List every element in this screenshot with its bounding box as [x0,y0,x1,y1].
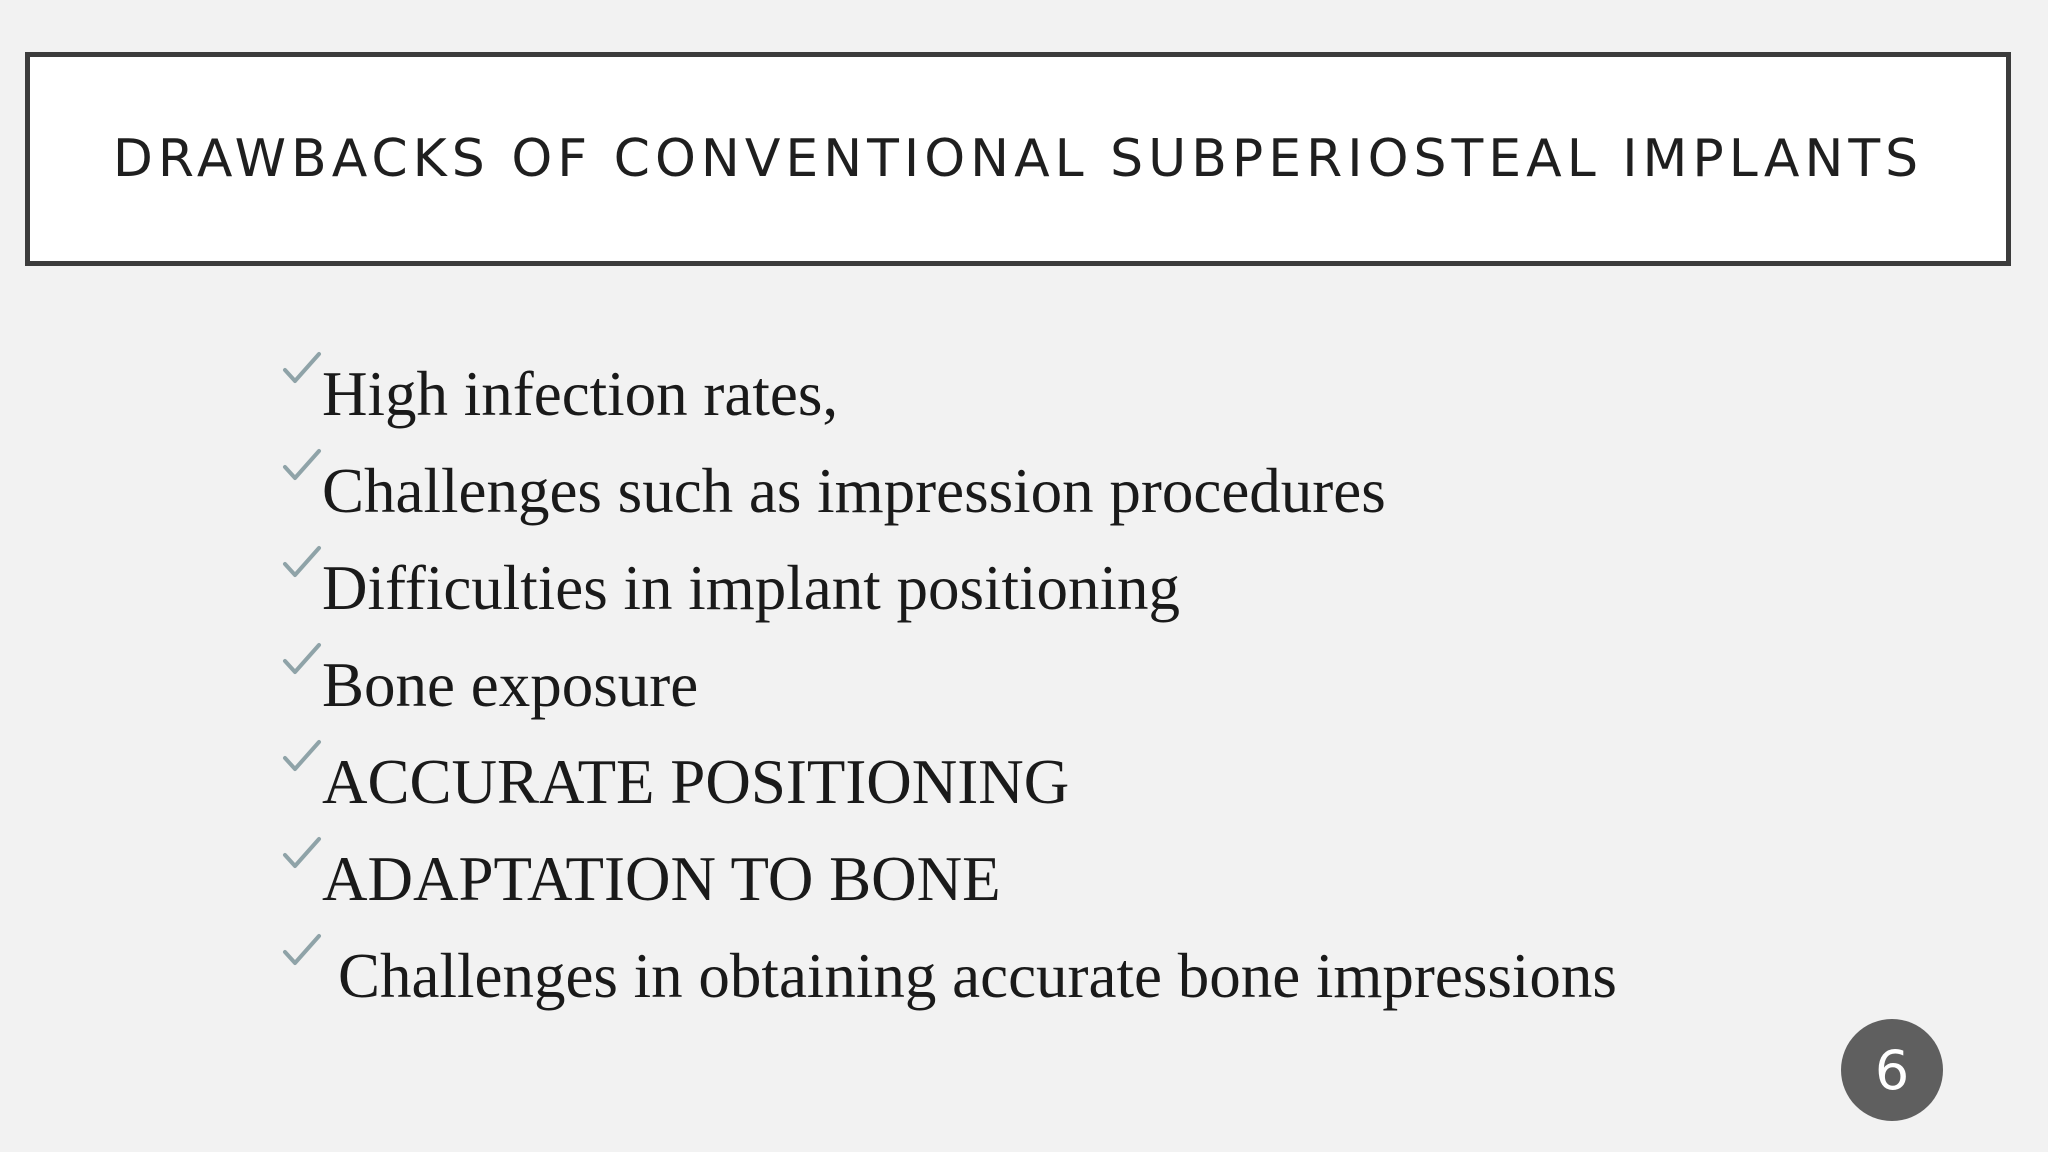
bullet-item [282,350,1617,447]
bullet-item [282,641,1617,738]
bullet-item [282,932,1617,1029]
checkmark-icon [282,835,322,885]
bullet-text: Difficulties in implant positioning [322,553,1181,623]
checkmark-icon [282,738,322,788]
bullet-text: ADAPTATION TO BONE [322,844,1001,914]
bullet-text: High infection rates, [322,359,839,429]
bullet-item [282,544,1617,641]
checkmark-icon [282,544,322,594]
title-box [25,52,2011,266]
bullet-item [282,835,1617,932]
page-number-badge: 6 [1841,1019,1943,1121]
bullet-list [282,350,1617,1029]
bullet-item [282,738,1617,835]
bullet-text: ACCURATE POSITIONING [322,747,1070,817]
bullet-text: Challenges in obtaining accurate bone impressions [338,941,1617,1011]
checkmark-icon [282,350,322,400]
bullet-item [282,447,1617,544]
checkmark-icon [282,447,322,497]
slide-title: DRAWBACKS OF CONVENTIONAL SUBPERIOSTEAL IMPLANTS [112,129,1924,189]
checkmark-icon [282,641,322,691]
bullet-text: Bone exposure [322,650,699,720]
checkmark-icon [282,932,322,982]
bullet-text: Challenges such as impression procedures [322,456,1386,526]
